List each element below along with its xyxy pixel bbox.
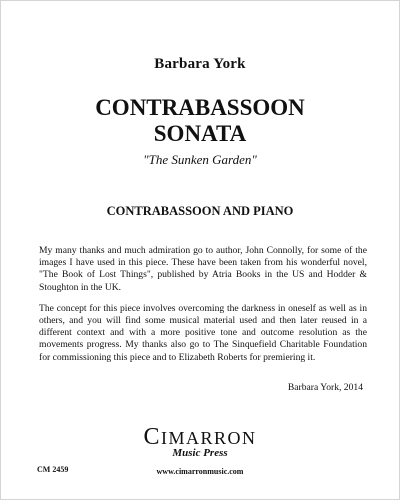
instrumentation: CONTRABASSOON AND PIANO bbox=[106, 204, 294, 218]
title-line-1: CONTRABASSOON bbox=[95, 95, 305, 120]
publisher-name bbox=[1, 424, 399, 450]
program-notes bbox=[39, 245, 367, 373]
publisher-subtitle: Music Press bbox=[172, 447, 228, 459]
notes-signature: Barbara York, 2014 bbox=[287, 382, 363, 393]
notes-paragraph: My many thanks and much admiration go to author, John Connolly, for some of the images I have used in this piece. These have been taken from his wonderful novel, "The Book of Lost Things", published by Atria Books in the US and Hodder & Stoughton in the UK. bbox=[39, 245, 367, 293]
publisher-website: www.cimarronmusic.com bbox=[156, 467, 244, 476]
publisher-name-rest: IMARRON bbox=[161, 428, 257, 448]
title-line-2: SONATA bbox=[153, 121, 247, 146]
publisher-logo bbox=[1, 424, 399, 459]
catalog-number: CM 2459 bbox=[37, 465, 69, 474]
piece-title bbox=[1, 95, 399, 147]
publisher-name-initial: C bbox=[143, 424, 161, 450]
notes-paragraph: The concept for this piece involves overcoming the darkness in oneself as well as in others, and you will find some musical material used and then later reused in a different context and with a more positive tone and outcome resolution as the movements progress. My thanks also go to The Sinquefield Charitable Foundation for commissioning this piece and to Elizabeth Roberts for premiering it. bbox=[39, 302, 367, 363]
piece-subtitle: "The Sunken Garden" bbox=[143, 152, 257, 167]
composer-name: Barbara York bbox=[154, 56, 246, 72]
